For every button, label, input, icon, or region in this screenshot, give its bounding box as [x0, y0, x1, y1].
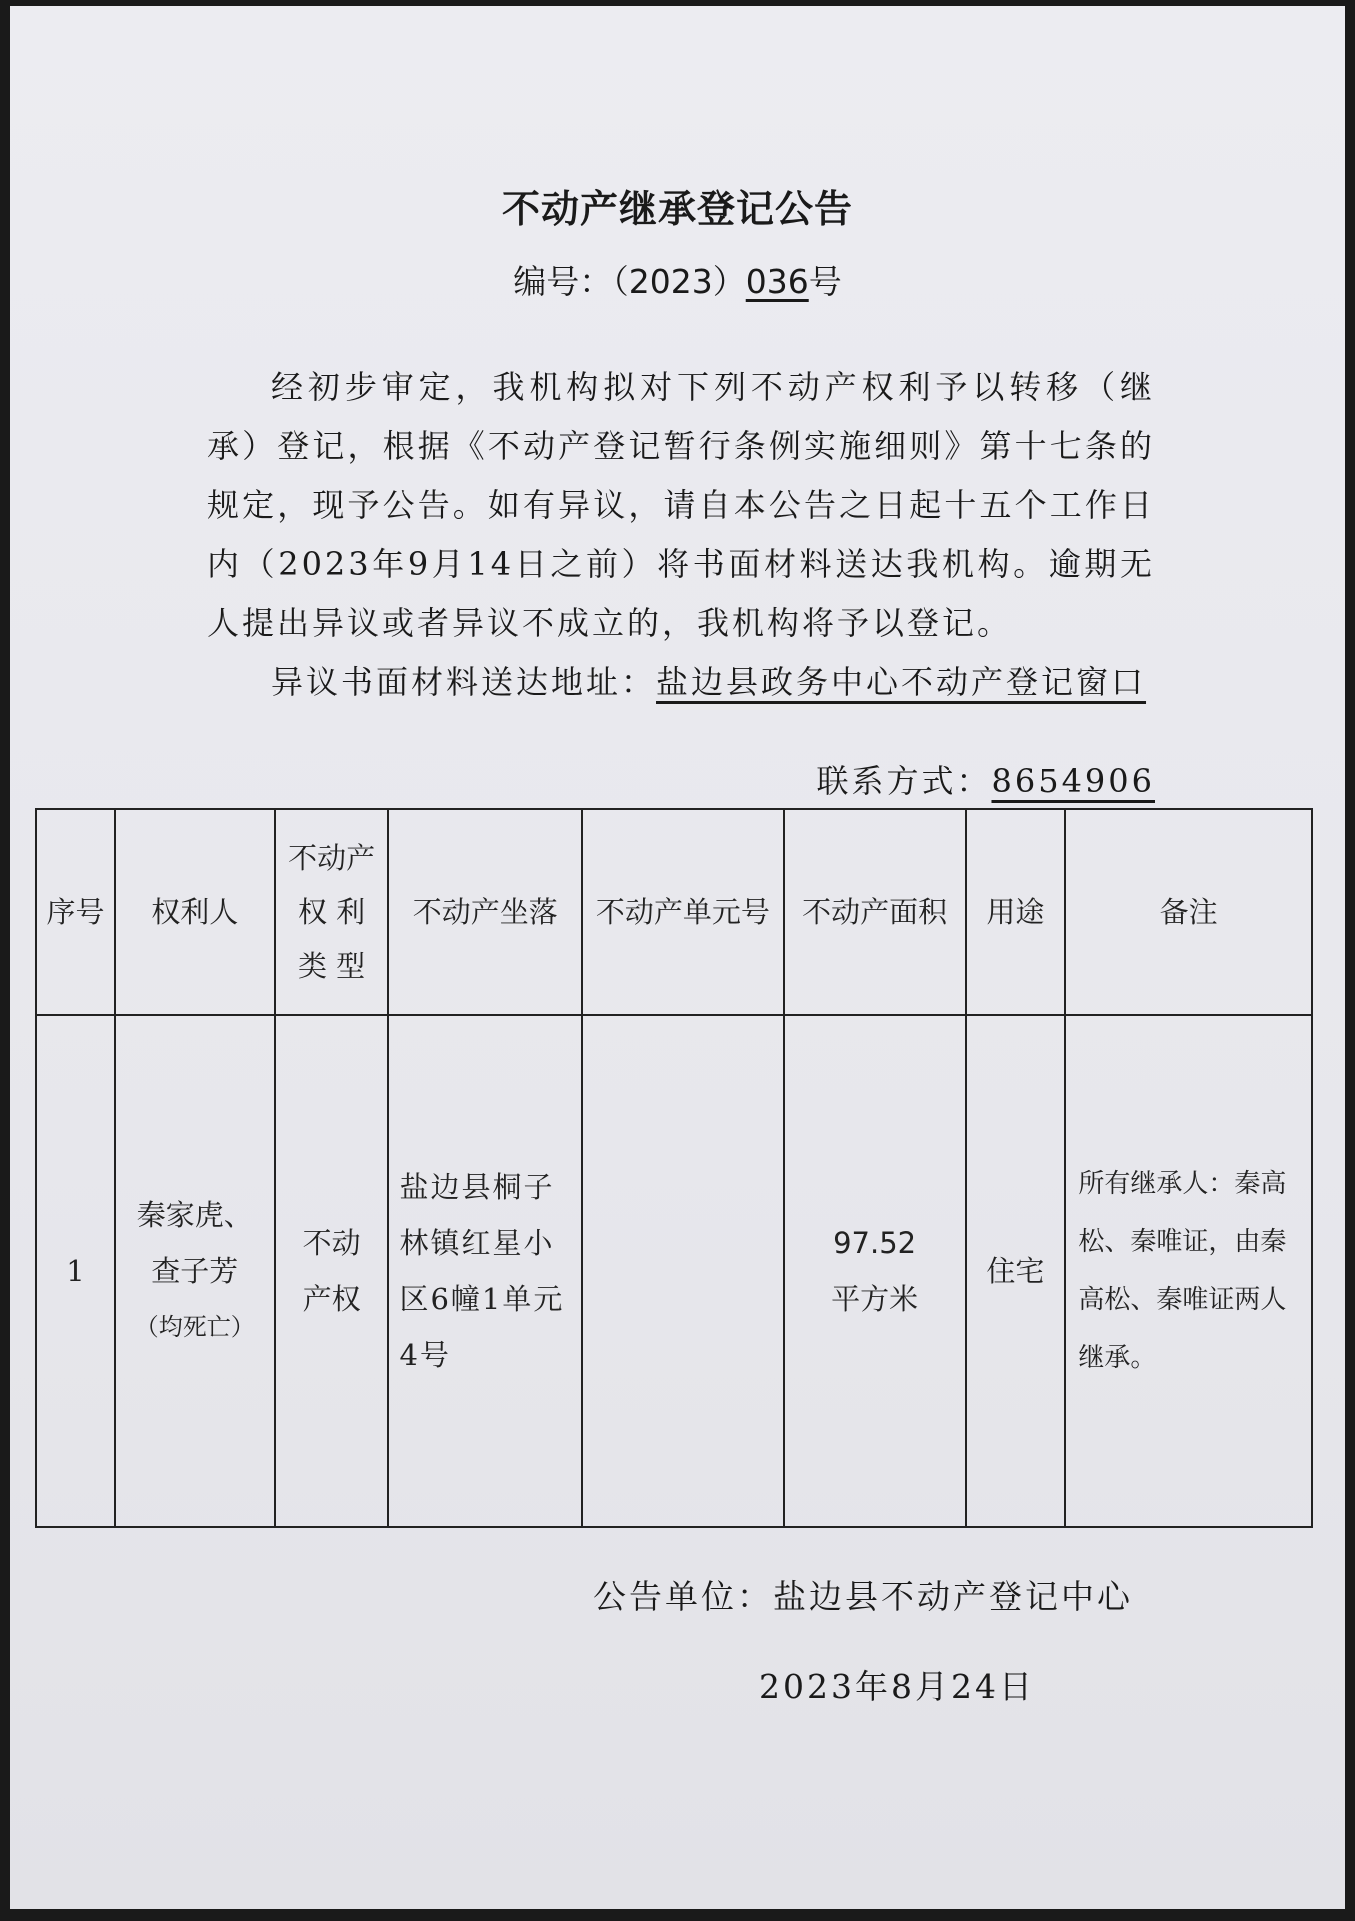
- header-index: 序号: [36, 809, 115, 1015]
- notice-number-prefix: 编号：（2023）: [513, 262, 746, 301]
- registration-table: [35, 808, 1313, 1528]
- cell-holder: 秦家虎、 查子芳 （均死亡）: [115, 1015, 275, 1527]
- page-title: 不动产继承登记公告: [501, 187, 853, 231]
- cell-usage: 住宅: [966, 1015, 1066, 1527]
- objection-address: [207, 653, 1155, 712]
- header-right-type: 不动产 权 利 类 型: [275, 809, 389, 1015]
- notice-number: [10, 256, 1345, 303]
- notice-page: [10, 6, 1345, 1909]
- cell-right-type: 不动 产权: [275, 1015, 389, 1527]
- notice-date: 2023年8月24日: [759, 1667, 1035, 1706]
- header-usage: 用途: [966, 809, 1066, 1015]
- contact-info: [816, 756, 1155, 802]
- table-header-row: [36, 809, 1312, 1015]
- notice-number-suffix: 号: [808, 262, 842, 301]
- notice-number-value: 036: [745, 262, 809, 301]
- header-unit-no: 不动产单元号: [582, 809, 784, 1015]
- header-area: 不动产面积: [784, 809, 966, 1015]
- table-row: [36, 1015, 1312, 1527]
- cell-remarks: 所有继承人：秦高松、秦唯证，由秦高松、秦唯证两人继承。: [1065, 1015, 1312, 1527]
- cell-unit-no: [582, 1015, 784, 1527]
- objection-address-label: 异议书面材料送达地址：: [271, 663, 657, 701]
- header-location: 不动产坐落: [388, 809, 582, 1015]
- contact-number: 8654906: [991, 762, 1155, 800]
- cell-location: 盐边县桐子林镇红星小区6幢1单元4号: [388, 1015, 582, 1527]
- issuer: 公告单位：盐边县不动产登记中心: [593, 1577, 1133, 1616]
- header-remarks: 备注: [1065, 809, 1312, 1015]
- cell-index: 1: [36, 1015, 115, 1527]
- cell-area: 97.52 平方米: [784, 1015, 966, 1527]
- header-holder: 权利人: [115, 809, 275, 1015]
- objection-address-value: 盐边县政务中心不动产登记窗口: [656, 663, 1147, 701]
- contact-label: 联系方式：: [816, 762, 992, 800]
- notice-paragraph: 经初步审定，我机构拟对下列不动产权利予以转移（继承）登记，根据《不动产登记暂行条例实施细则》第十七条的规定，现予公告。如有异议，请自本公告之日起十五个工作日内（2023年9月14日之前）将书面材料送达我机构。逾期无人提出异议或者异议不成立的，我机构将予以登记。: [207, 368, 1155, 642]
- notice-body: [207, 358, 1155, 712]
